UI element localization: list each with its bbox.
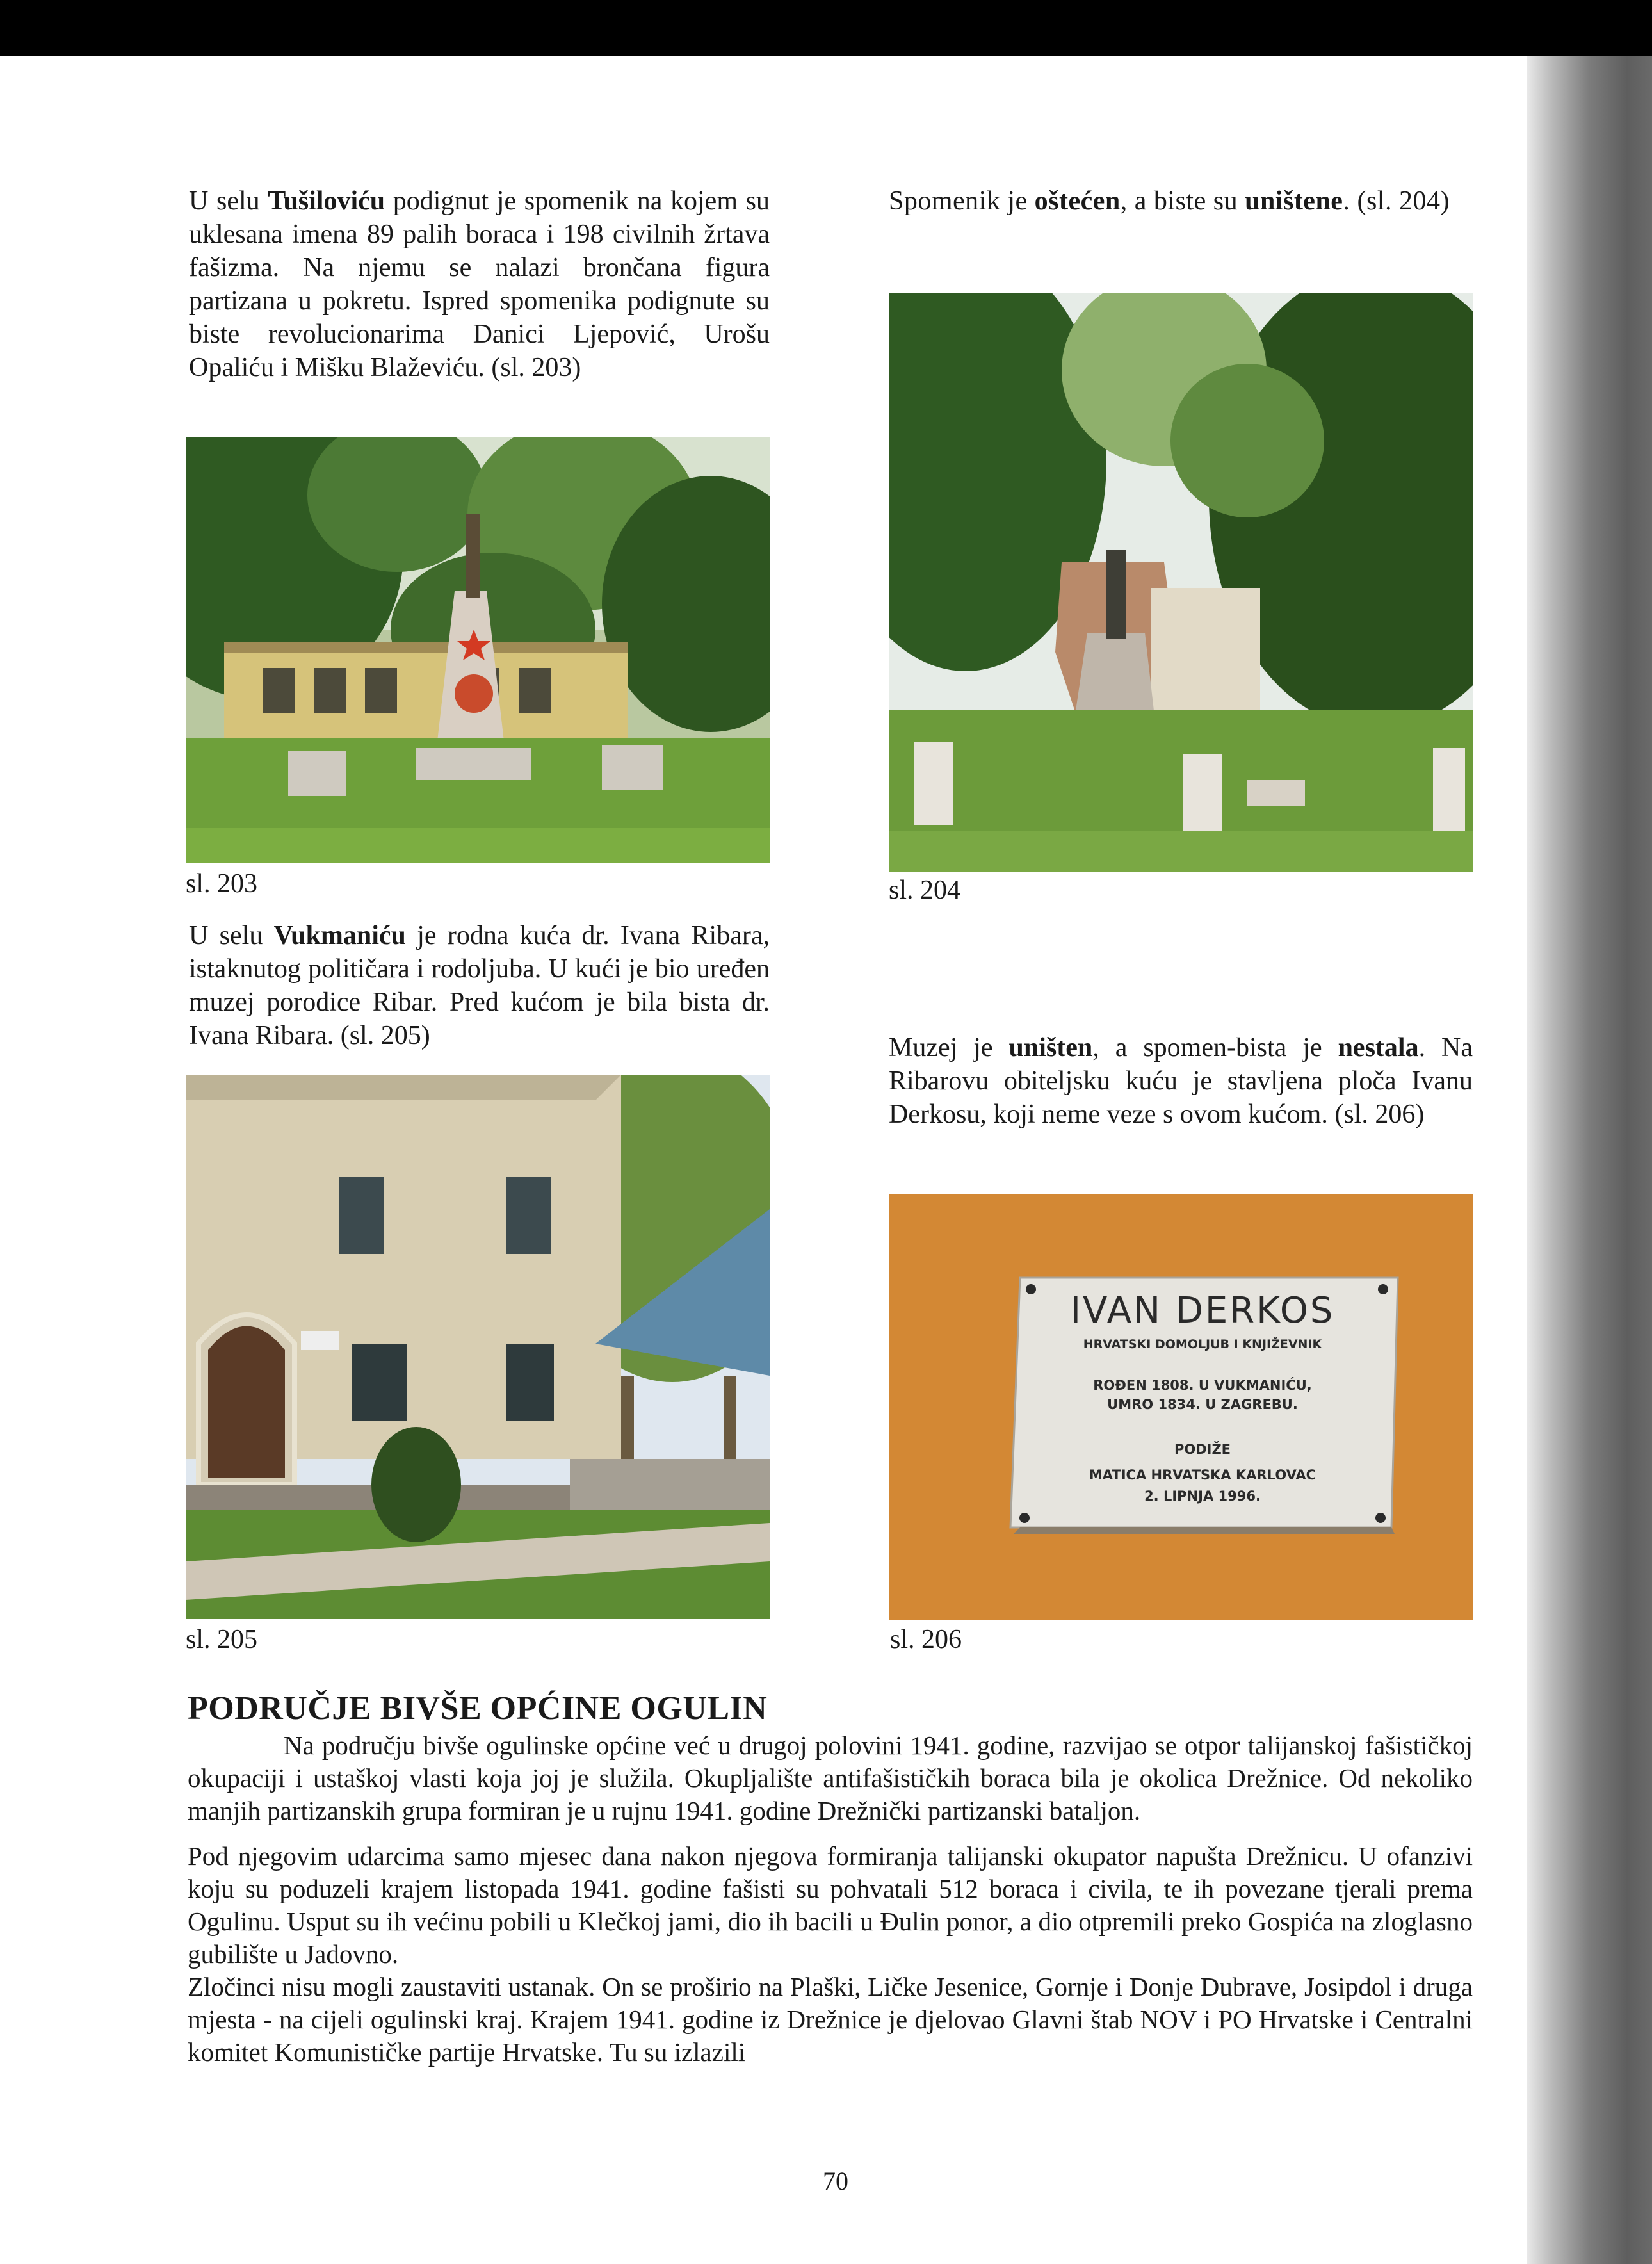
section-paragraph-3: Zločinci nisu mogli zaustaviti ustanak. On se proširio na Plaški, Ličke Jesenice, Gornje i Donje Dubrave, Josipdol i druga mjesta - na cijeli ogulinski kraj. Krajem 1941. godine iz Drežnice je djelovao Glavni štab NOV i PO Hrvatske i Centralni komitet Komunističke partije Hrvatske. Tu su izlazili — [188, 1972, 1473, 2067]
plaque-line-5: PODIŽE — [1174, 1442, 1231, 1457]
section-paragraph-1: Na području bivše ogulinske općine već u drugoj polovini 1941. godine, razvijao se otpor talijanskoj fašističkoj okupaciji i ustaškoj vlasti koja joj je služila. Okupljalište antifašističkih boraca bila je okolica Drežnice. Od nekoliko manjih partizanskih grupa formiran je u rujnu 1941. godine Drežnički partizanski bataljon. — [188, 1731, 1473, 1825]
caption-sl-206: sl. 206 — [890, 1625, 962, 1654]
photo-monument-tusilovic — [186, 437, 770, 863]
scan-top-border — [0, 0, 1652, 56]
section-paragraph-2: Pod njegovim udarcima samo mjesec dana nakon njegova formiranja talijanski okupator napušta Drežnicu. U ofanzivi koju su poduzeli krajem listopada 1941. godine fašisti su pohvatali 512 boraca i civila, te ih povezane tjerali prema Ogulinu. Usput su ih većinu pobili u Klečkoj jami, dio ih bacili u Đulin ponor, a dio otpremili preko Gospića na zloglasno gubilište u Jadovno. — [188, 1841, 1473, 1969]
right-paragraph-spomenik: Spomenik je oštećen, a biste su uništene. (sl. 204) — [889, 186, 1450, 216]
plaque-line-4: UMRO 1834. U ZAGREBU. — [1107, 1397, 1298, 1412]
left-paragraph-tusilovic: U selu Tušiloviću podignut je spomenik na kojem su uklesana imena 89 palih boraca i 198 civilnih žrtava fašizma. Na njemu se nalazi brončana figura partizana u pokretu. Ispred spomenika podignute su biste revolucionarima Danici Ljepović, Urošu Opaliću i Mišku Blaževiću. (sl. 203) — [189, 186, 770, 382]
section-body — [188, 1729, 1473, 2069]
caption-sl-204: sl. 204 — [889, 875, 961, 905]
section-heading: PODRUČJE BIVŠE OPĆINE OGULIN — [188, 1690, 768, 1727]
photo-ribar-house — [186, 1075, 770, 1619]
plaque-line-1: IVAN DERKOS — [1070, 1290, 1335, 1332]
caption-sl-205: sl. 205 — [186, 1625, 258, 1654]
plaque-line-6: MATICA HRVATSKA KARLOVAC — [1089, 1467, 1316, 1483]
right-paragraph-muzej: Muzej je uništen, a spomen-bista je nestala. Na Ribarovu obiteljsku kuću je stavljena ploča Ivanu Derkosu, koji neme veze s ovom kućom. (sl. 206) — [889, 1033, 1473, 1129]
book-spine-shadow — [1527, 56, 1652, 2264]
photo-monument-damaged — [889, 293, 1473, 872]
photo-derkos-plaque — [889, 1194, 1473, 1620]
left-paragraph-vukmanic: U selu Vukmaniću je rodna kuća dr. Ivana Ribara, istaknutog političara i rodoljuba. U kući je bio uređen muzej porodice Ribar. Pred kućom je bila bista dr. Ivana Ribara. (sl. 205) — [189, 921, 770, 1050]
plaque-line-2: HRVATSKI DOMOLJUB I KNJIŽEVNIK — [1083, 1337, 1322, 1351]
caption-sl-203: sl. 203 — [186, 869, 258, 899]
plaque-line-7: 2. LIPNJA 1996. — [1144, 1488, 1261, 1504]
plaque-line-3: ROĐEN 1808. U VUKMANIĆU, — [1093, 1378, 1312, 1393]
page-number: 70 — [823, 2167, 848, 2195]
